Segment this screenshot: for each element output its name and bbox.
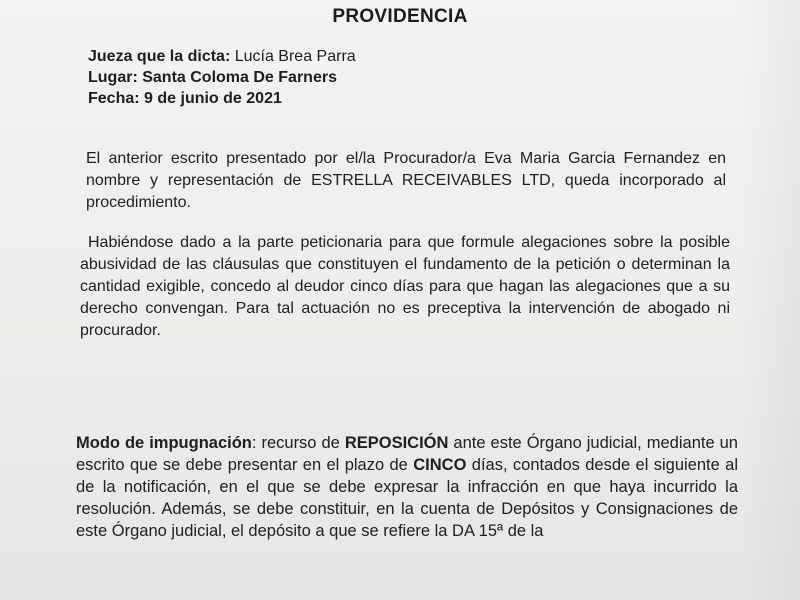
judge-row bbox=[88, 46, 356, 67]
impugnation-text-a: : recurso de bbox=[251, 434, 345, 452]
judge-value: Lucía Brea Parra bbox=[234, 48, 356, 65]
metadata-block bbox=[88, 46, 356, 109]
place-value: Santa Coloma De Farners bbox=[142, 69, 337, 86]
place-row bbox=[88, 67, 356, 88]
judge-label: Jueza que la dicta: bbox=[88, 48, 231, 65]
cinco-term: CINCO bbox=[413, 456, 467, 474]
impugnation-label: Modo de impugnación bbox=[76, 434, 252, 452]
impugnation-text-c: días, contados desde el siguiente al de la notificación, en el que se debe expresar la infracción en que haya incurrido la resolución. Además, se debe constituir, en la cuenta de Depósitos y Consignaciones de este Órgano judicial, el depósito a que se refiere la DA 15ª de la bbox=[76, 456, 739, 540]
reposicion-term: REPOSICIÓN bbox=[344, 434, 449, 452]
paragraph-impugnation bbox=[76, 432, 738, 542]
page-shadow bbox=[740, 0, 800, 600]
paragraph-allegations: Habiéndose dado a la parte peticionaria para que formule alegaciones sobre la posible abusividad de las cláusulas que constituyen el fundamento de la petición o determinan la cantidad exigible, concedo al deudor cinco días para que hagan las alegaciones que a su derecho convengan. Para tal actuación no es preceptiva la intervención de abogado ni procurador. bbox=[80, 234, 730, 339]
document-title: PROVIDENCIA bbox=[332, 6, 468, 27]
date-label: Fecha: bbox=[88, 90, 140, 107]
paragraph-incorporation: El anterior escrito presentado por el/la Procurador/a Eva Maria Garcia Fernandez en nombre y representación de ESTRELLA RECEIVABLES LTD, queda incorporado al procedimiento. bbox=[86, 150, 726, 211]
date-value: 9 de junio de 2021 bbox=[144, 90, 282, 107]
date-row bbox=[88, 88, 356, 109]
place-label: Lugar: bbox=[88, 69, 138, 86]
impugnation-text-b: ante este Órgano judicial, mediante un escrito que se debe presentar en el plazo de bbox=[76, 434, 738, 474]
